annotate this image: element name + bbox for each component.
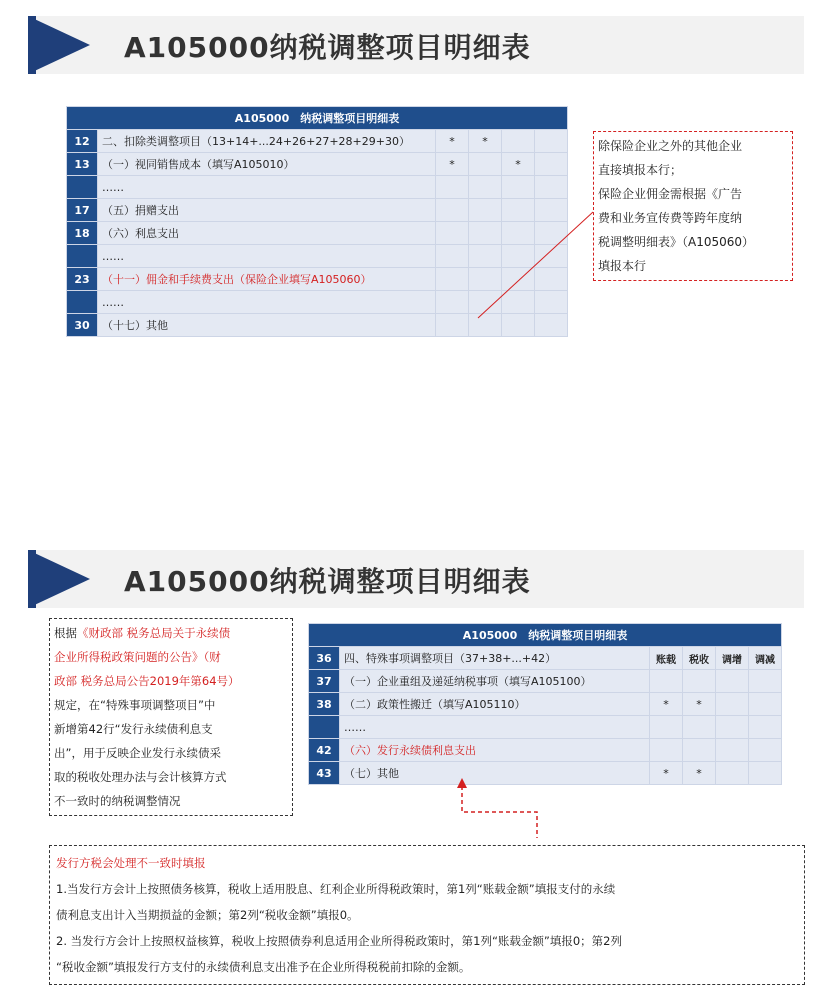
row-label: （六）发行永续债利息支出 — [340, 739, 650, 762]
column-header: 税收 — [683, 647, 716, 670]
row-number: 18 — [67, 222, 98, 245]
row-number: 30 — [67, 314, 98, 337]
row-number: 43 — [309, 762, 340, 785]
table-header: A105000 纳税调整项目明细表 — [67, 107, 568, 130]
instruction-line: 2. 当发行方会计上按照权益核算，税收上按照债券利息适用企业所得税政策时，第1列“账载金额”填报0；第2列 — [56, 934, 622, 948]
amount-cell: * — [650, 693, 683, 716]
row-label: （十一）佣金和手续费支出（保险企业填写A105060） — [98, 268, 436, 291]
row-label: …… — [340, 716, 650, 739]
amount-cell: * — [502, 153, 535, 176]
amount-cell: * — [683, 693, 716, 716]
amount-cell: * — [650, 762, 683, 785]
row-label: …… — [98, 176, 436, 199]
row-number: 38 — [309, 693, 340, 716]
instruction-line: 债利息支出计入当期损益的金额；第2列“税收金额”填报0。 — [56, 908, 359, 922]
amount-cell: * — [436, 130, 469, 153]
row-number: 17 — [67, 199, 98, 222]
row-number: 12 — [67, 130, 98, 153]
row-label: 四、特殊事项调整项目（37+38+...+42） — [340, 647, 650, 670]
callout-line: 税调整明细表》（A105060） — [598, 235, 755, 249]
row-label: （五）捐赠支出 — [98, 199, 436, 222]
callout-line: 费和业务宣传费等跨年度纳 — [598, 211, 743, 225]
row-number: 23 — [67, 268, 98, 291]
slide-title: A105000纳税调整项目明细表 — [124, 565, 531, 598]
table-header: A105000 纳税调整项目明细表 — [309, 624, 782, 647]
row-number: 36 — [309, 647, 340, 670]
instruction-line: 1.当发行方会计上按照债务核算，税收上适用股息、红利企业所得税政策时，第1列“账载金额”填报支付的永续 — [56, 882, 616, 896]
column-header: 调减 — [749, 647, 782, 670]
callout-line: 填报本行 — [598, 259, 647, 273]
row-number: 13 — [67, 153, 98, 176]
column-header: 调增 — [716, 647, 749, 670]
callout-line: 保险企业佣金需根据《广告 — [598, 187, 743, 201]
row-label: （一）视同销售成本（填写A105010） — [98, 153, 436, 176]
row-label: （一）企业重组及递延纳税事项（填写A105100） — [340, 670, 650, 693]
slide-top — [0, 0, 817, 430]
policy-note: 根据《财政部 税务总局关于永续债 企业所得税政策问题的公告》（财 政部 税务总局公告2019年第64号） 规定，在“特殊事项调整项目”中 新增第42行“发行永续债利息支 出”，用于反映企业发行永续债采 取的税收处理办法与会计核算方式 不一致时的纳税调整情况 — [49, 618, 293, 816]
amount-cell: * — [683, 762, 716, 785]
amount-cell: * — [436, 153, 469, 176]
row-label: …… — [98, 291, 436, 314]
instruction-line: “税收金额”填报发行方支付的永续债利息支出准予在企业所得税税前扣除的金额。 — [56, 960, 471, 974]
box-title: 发行方税会处理不一致时填报 — [56, 856, 206, 870]
column-header: 账载 — [650, 647, 683, 670]
amount-cell: * — [469, 130, 502, 153]
row-label: （十七）其他 — [98, 314, 436, 337]
row-label: 二、扣除类调整项目（13+14+...24+26+27+28+29+30） — [98, 130, 436, 153]
row-label: （二）政策性搬迁（填写A105110） — [340, 693, 650, 716]
filing-instructions-box — [49, 845, 805, 985]
slide-bottom — [0, 540, 817, 1006]
row-label: （六）利息支出 — [98, 222, 436, 245]
slide-title: A105000纳税调整项目明细表 — [124, 31, 531, 64]
row-label: （七）其他 — [340, 762, 650, 785]
row-number: 37 — [309, 670, 340, 693]
row-number: 42 — [309, 739, 340, 762]
callout-line: 直接填报本行； — [598, 163, 683, 177]
row-label: …… — [98, 245, 436, 268]
callout-line: 除保险企业之外的其他企业 — [598, 139, 743, 153]
connector-line — [0, 0, 817, 430]
